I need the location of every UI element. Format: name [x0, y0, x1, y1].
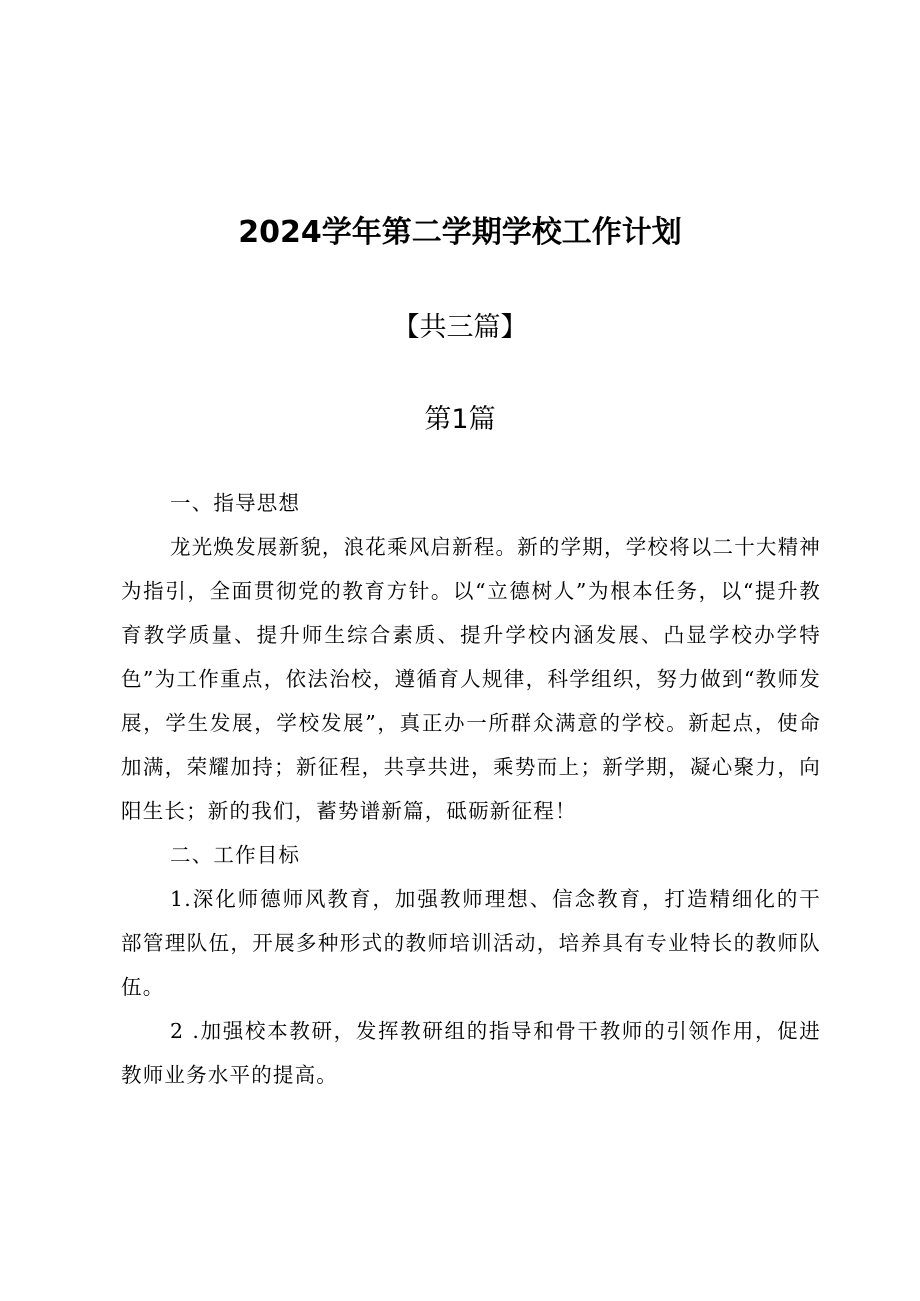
- paragraph-goal-2: 2 .加强校本教研，发挥教研组的指导和骨干教师的引领作用，促进教师业务水平的提高。: [121, 1019, 821, 1087]
- paragraph-goal-1: 1.深化师德师风教育，加强教师理想、信念教育，打造精细化的干部管理队伍，开展多种形式的教师培训活动，培养具有专业特长的教师队伍。: [121, 887, 821, 999]
- document-title: 2024学年第二学期学校工作计划: [238, 215, 682, 250]
- document-subtitle: 【共三篇】: [392, 312, 528, 343]
- section-heading-guiding-ideology: 一、指导思想: [170, 491, 301, 515]
- part-label: 第1篇: [424, 404, 496, 435]
- section-heading-work-goals: 二、工作目标: [170, 843, 301, 867]
- document-body: [121, 481, 821, 1097]
- paragraph-guiding-ideology: 龙光焕发展新貌，浪花乘风启新程。新的学期，学校将以二十大精神为指引，全面贯彻党的教育方针。以“立德树人”为根本任务，以“提升教育教学质量、提升师生综合素质、提升学校内涵发展、凸显学校办学特色”为工作重点，依法治校，遵循育人规律，科学组织，努力做到“教师发展，学生发展，学校发展”，真正办一所群众满意的学校。新起点，使命加满，荣耀加持；新征程，共享共进，乘势而上；新学期，凝心聚力，向阳生长；新的我们，蓄势谱新篇，砥砺新征程！: [121, 535, 821, 823]
